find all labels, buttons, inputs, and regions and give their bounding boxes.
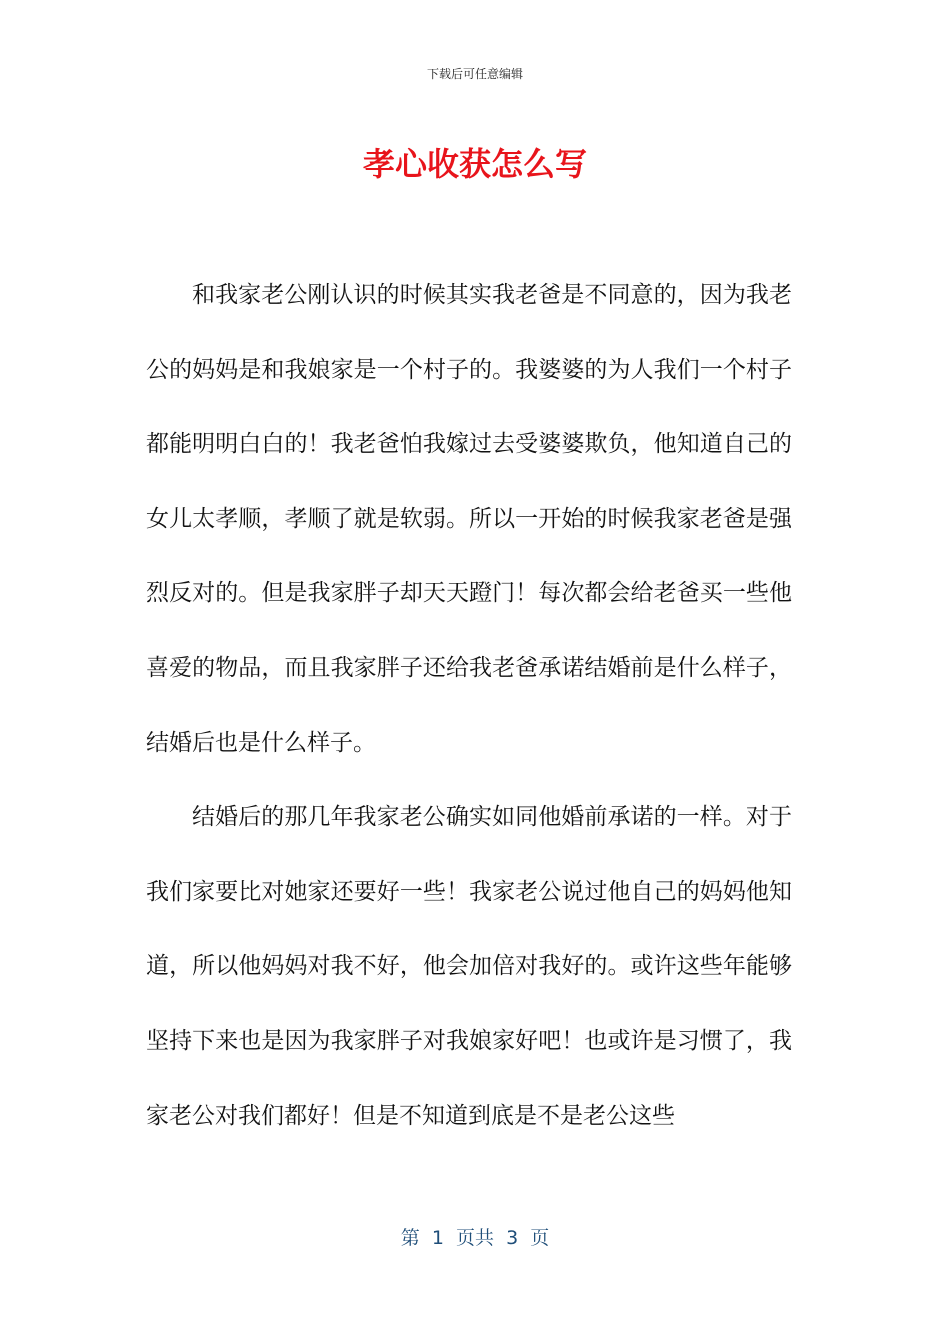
page-number-footer: 第 1 页共 3 页 bbox=[400, 1227, 550, 1249]
header-note: 下载后可任意编辑 bbox=[426, 67, 523, 81]
paragraph-2: 结婚后的那几年我家老公确实如同他婚前承诺的一样。对于我们家要比对她家还要好一些！我家老公说过他自己的妈妈他知道，所以他妈妈对我不好，他会加倍对我好的。或许这些年能够坚持下来也是因为我家胖子对我娘家好吧！也或许是习惯了，我家老公对我们都好！但是不知道到底是不是老公这些 bbox=[146, 804, 792, 1129]
document-body bbox=[146, 258, 792, 1153]
document-title: 孝心收获怎么写 bbox=[362, 145, 587, 183]
paragraph-1: 和我家老公刚认识的时候其实我老爸是不同意的，因为我老公的妈妈是和我娘家是一个村子的。我婆婆的为人我们一个村子都能明明白白的！我老爸怕我嫁过去受婆婆欺负，他知道自己的女儿太孝顺，孝顺了就是软弱。所以一开始的时候我家老爸是强烈反对的。但是我家胖子却天天蹬门！每次都会给老爸买一些他喜爱的物品，而且我家胖子还给我老爸承诺结婚前是什么样子，结婚后也是什么样子。 bbox=[146, 282, 792, 756]
